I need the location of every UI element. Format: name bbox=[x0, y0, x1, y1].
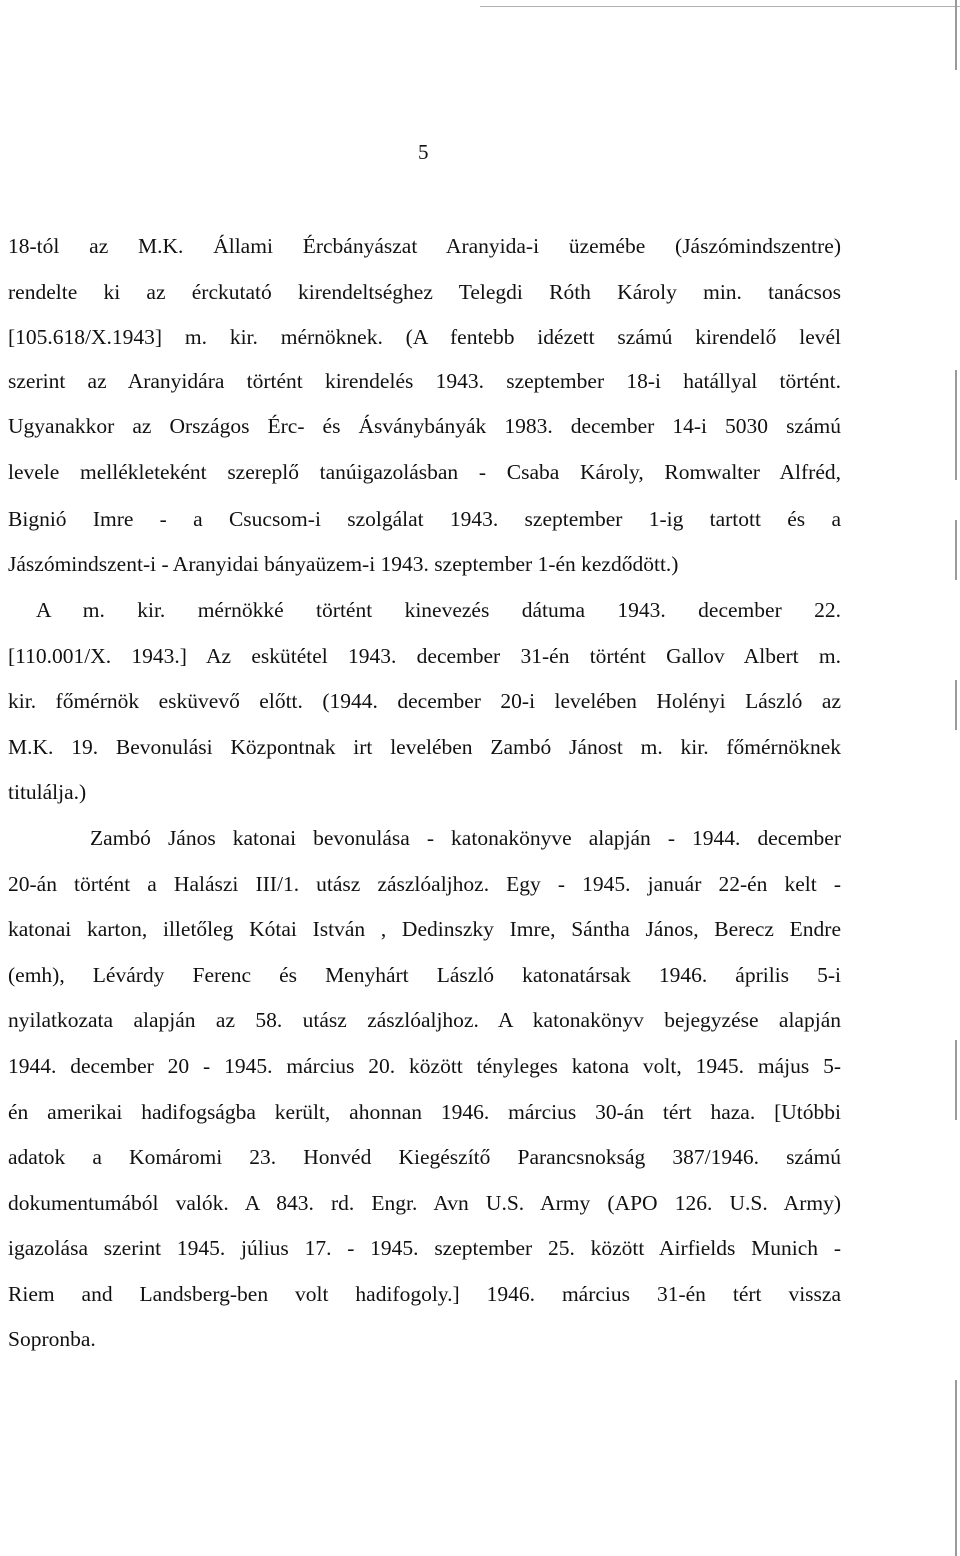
scan-edge-top bbox=[480, 6, 960, 7]
text-line: 20-án történt a Halászi III/1. utász zászlóaljhoz. Egy - 1945. január 22-én kelt - bbox=[8, 872, 841, 896]
text-line: Sopronba. bbox=[8, 1327, 96, 1351]
text-line: szerint az Aranyidára történt kirendelés 1943. szeptember 18-i hatállyal történt. bbox=[8, 369, 841, 393]
text-line: kir. főmérnök esküvevő előtt. (1944. december 20-i levelében Holényi László az bbox=[8, 689, 841, 713]
text-line: titulálja.) bbox=[8, 780, 87, 804]
scan-edge-right bbox=[955, 0, 957, 70]
text-line: A m. kir. mérnökké történt kinevezés dátuma 1943. december 22. bbox=[36, 598, 841, 622]
text-line: Zambó János katonai bevonulása - katonakönyve alapján - 1944. december bbox=[90, 826, 841, 850]
text-line: Ugyanakkor az Országos Érc- és Ásványbányák 1983. december 14-i 5030 számú bbox=[8, 414, 841, 438]
scan-edge-right bbox=[955, 680, 957, 730]
text-line: Riem and Landsberg-ben volt hadifogoly.] 1946. március 31-én tért vissza bbox=[8, 1282, 841, 1306]
text-line: nyilatkozata alapján az 58. utász zászlóaljhoz. A katonakönyv bejegyzése alapján bbox=[8, 1008, 841, 1032]
text-line: 1944. december 20 - 1945. március 20. között tényleges katona volt, 1945. május 5- bbox=[8, 1054, 841, 1078]
text-line: dokumentumából valók. A 843. rd. Engr. Avn U.S. Army (APO 126. U.S. Army) bbox=[8, 1191, 841, 1215]
scan-edge-right bbox=[955, 520, 957, 580]
text-line: Bignió Imre - a Csucsom-i szolgálat 1943. szeptember 1-ig tartott és a bbox=[8, 507, 841, 531]
text-line: rendelte ki az érckutató kirendeltséghez Telegdi Róth Károly min. tanácsos bbox=[8, 280, 841, 304]
text-line: M.K. 19. Bevonulási Központnak irt levelében Zambó Jánost m. kir. főmérnöknek bbox=[8, 735, 841, 759]
text-line: (emh), Lévárdy Ferenc és Menyhárt László katonatársak 1946. április 5-i bbox=[8, 963, 841, 987]
text-line: [110.001/X. 1943.] Az eskütétel 1943. december 31-én történt Gallov Albert m. bbox=[8, 644, 841, 668]
text-line: 18-tól az M.K. Állami Ércbányászat Aranyida-i üzemébe (Jászómindszentre) bbox=[8, 234, 841, 258]
text-line: levele mellékleteként szereplő tanúigazolásban - Csaba Károly, Romwalter Alfréd, bbox=[8, 460, 841, 484]
page-number: 5 bbox=[418, 140, 429, 164]
scan-edge-right bbox=[955, 370, 957, 480]
text-line: katonai karton, illetőleg Kótai István , Dedinszky Imre, Sántha János, Berecz Endre bbox=[8, 917, 841, 941]
text-line: adatok a Komáromi 23. Honvéd Kiegészítő Parancsnokság 387/1946. számú bbox=[8, 1145, 841, 1169]
scan-edge-right bbox=[955, 1380, 957, 1556]
text-line: én amerikai hadifogságba került, ahonnan 1946. március 30-án tért haza. [Utóbbi bbox=[8, 1100, 841, 1124]
text-line: Jászómindszent-i - Aranyidai bányaüzem-i 1943. szeptember 1-én kezdődött.) bbox=[8, 552, 679, 576]
text-line: [105.618/X.1943] m. kir. mérnöknek. (A fentebb idézett számú kirendelő levél bbox=[8, 325, 841, 349]
text-line: igazolása szerint 1945. július 17. - 1945. szeptember 25. között Airfields Munich - bbox=[8, 1236, 841, 1260]
scan-edge-right bbox=[955, 1040, 957, 1120]
